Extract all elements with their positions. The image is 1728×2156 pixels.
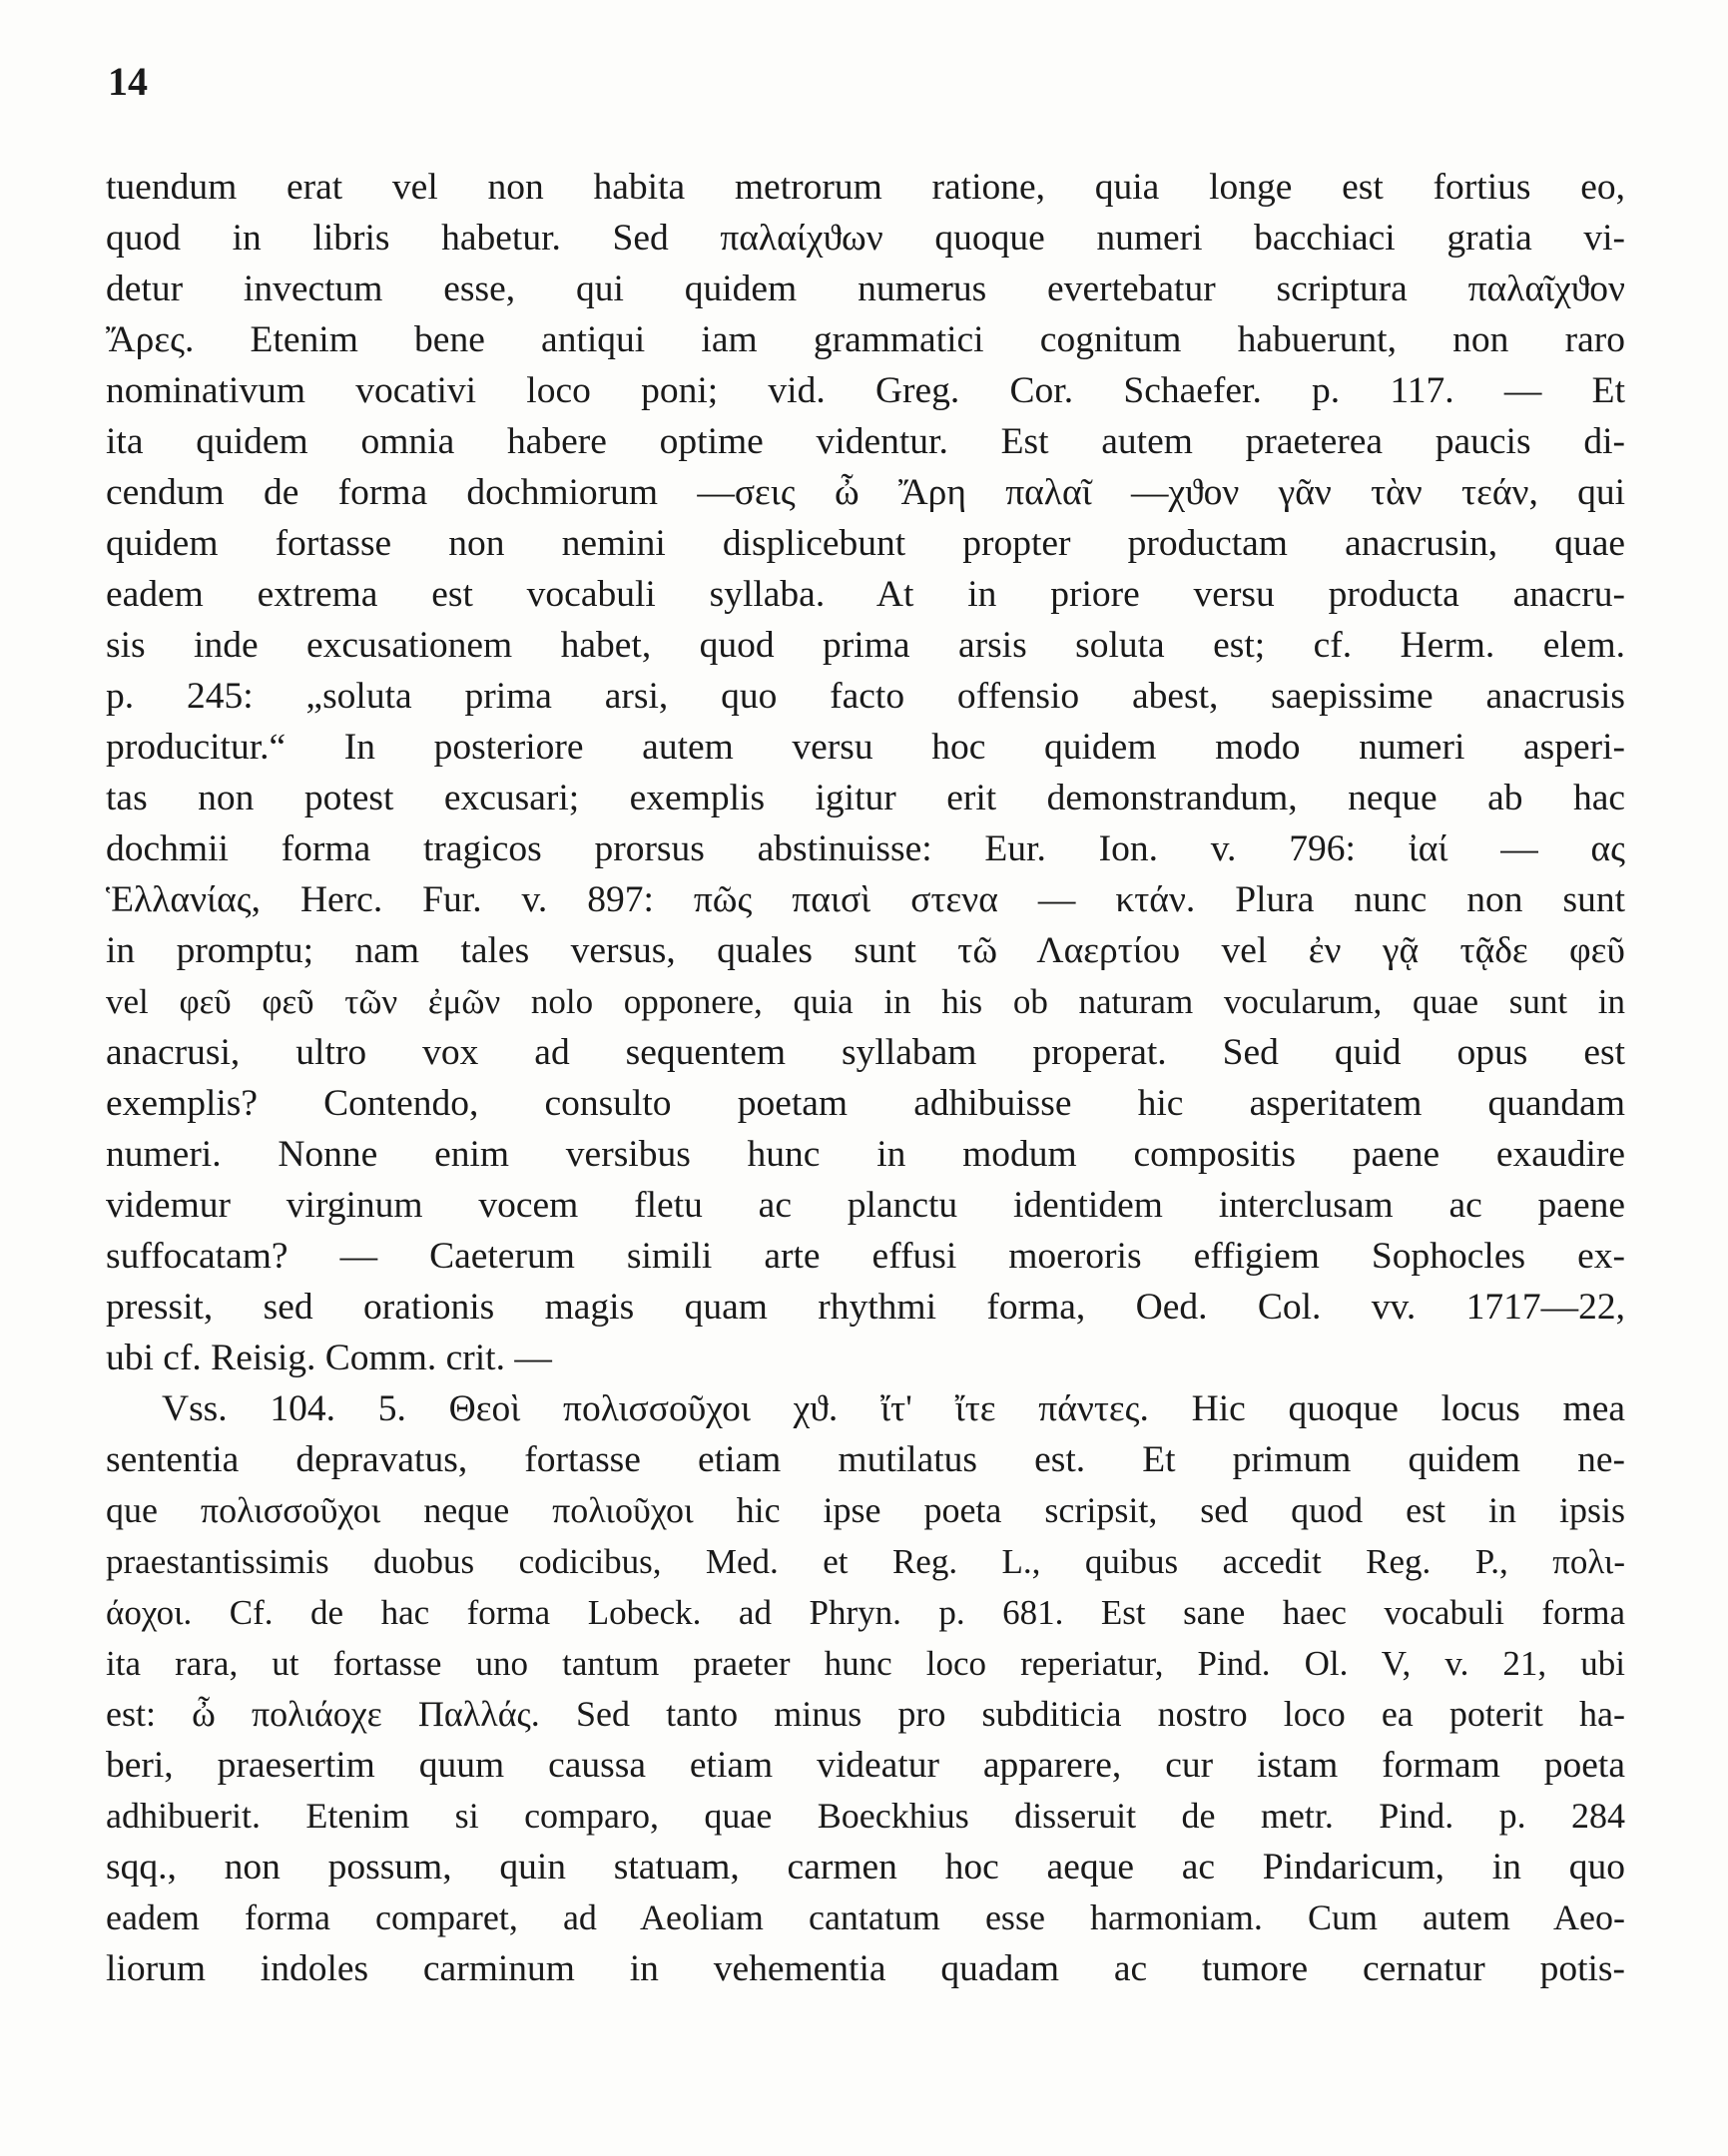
page-number: 14 — [108, 59, 148, 104]
text-line: adhibuerit. Etenim si comparo, quae Boeckhius disseruit de metr. Pind. p. 284 — [106, 1796, 1625, 1836]
text-line: ita quidem omnia habere optime videntur. Est autem praeterea paucis di- — [106, 421, 1625, 462]
text-line: est: ὦ πολιάοχε Παλλάς. Sed tanto minus pro subditicia nostro loco ea poterit ha- — [106, 1694, 1625, 1734]
text-line: in promptu; nam tales versus, quales sunt τῶ Λαερτίου vel ἐν γᾷ τᾷδε φεῦ — [106, 930, 1625, 971]
text-line: exemplis? Contendo, consulto poetam adhibuisse hic asperitatem quandam — [106, 1083, 1625, 1124]
text-line: ubi cf. Reisig. Comm. crit. — — [106, 1338, 552, 1378]
text-line: eadem forma comparet, ad Aeoliam cantatum esse harmoniam. Cum autem Aeo- — [106, 1897, 1625, 1937]
text-line: Ἑλλανίας, Herc. Fur. v. 897: πῶς παισὶ στενα — κτάν. Plura nunc non sunt — [106, 879, 1625, 920]
text-line: anacrusi, ultro vox ad sequentem syllabam properat. Sed quid opus est — [106, 1032, 1625, 1073]
text-line: pressit, sed orationis magis quam rhythmi forma, Oed. Col. vv. 1717—22, — [106, 1287, 1625, 1328]
text-line: tuendum erat vel non habita metrorum ratione, quia longe est fortius eo, — [106, 167, 1625, 208]
text-line: tas non potest excusari; exemplis igitur erit demonstrandum, neque ab hac — [106, 778, 1625, 818]
text-line: p. 245: „soluta prima arsi, quo facto offensio abest, saepissime anacrusis — [106, 676, 1625, 717]
text-line: liorum indoles carminum in vehementia quadam ac tumore cernatur potis- — [106, 1948, 1625, 1989]
text-line: sententia depravatus, fortasse etiam mutilatus est. Et primum quidem ne- — [106, 1439, 1625, 1480]
text-line: suffocatam? — Caeterum simili arte effusi moeroris effigiem Sophocles ex- — [106, 1236, 1625, 1277]
text-line: producitur.“ In posteriore autem versu hoc quidem modo numeri asperi- — [106, 727, 1625, 768]
text-line: beri, praesertim quum caussa etiam videatur apparere, cur istam formam poeta — [106, 1745, 1625, 1786]
text-line: dochmii forma tragicos prorsus abstinuisse: Eur. Ion. v. 796: ἰαί — ας — [106, 828, 1625, 869]
text-line: que πολισσοῦχοι neque πολιοῦχοι hic ipse poeta scripsit, sed quod est in ipsis — [106, 1490, 1625, 1530]
body-text — [106, 162, 1625, 1994]
text-line: quidem fortasse non nemini displicebunt propter productam anacrusin, quae — [106, 523, 1625, 564]
text-line: sis inde excusationem habet, quod prima arsis soluta est; cf. Herm. elem. — [106, 625, 1625, 666]
text-line: ita rara, ut fortasse uno tantum praeter hunc loco reperiatur, Pind. Ol. V, v. 21, ubi — [106, 1644, 1625, 1683]
text-line: vel φεῦ φεῦ τῶν ἐμῶν nolo opponere, quia in his ob naturam vocularum, quae sunt in — [106, 982, 1625, 1021]
text-line: άοχοι. Cf. de hac forma Lobeck. ad Phryn. p. 681. Est sane haec vocabuli forma — [106, 1593, 1625, 1632]
text-line: detur invectum esse, qui quidem numerus evertebatur scriptura παλαῖχϑον — [106, 269, 1625, 309]
text-line: eadem extrema est vocabuli syllaba. At in priore versu producta anacru- — [106, 574, 1625, 615]
text-line: sqq., non possum, quin statuam, carmen hoc aeque ac Pindaricum, in quo — [106, 1847, 1625, 1887]
text-line: praestantissimis duobus codicibus, Med. et Reg. L., quibus accedit Reg. P., πολι- — [106, 1542, 1625, 1581]
text-line: quod in libris habetur. Sed παλαίχϑων quoque numeri bacchiaci gratia vi- — [106, 218, 1625, 259]
text-line: numeri. Nonne enim versibus hunc in modum compositis paene exaudire — [106, 1134, 1625, 1175]
text-line: videmur virginum vocem fletu ac planctu identidem interclusam ac paene — [106, 1185, 1625, 1226]
text-line: cendum de forma dochmiorum —σεις ὦ Ἄρη παλαῖ —χϑον γᾶν τὰν τεάν, qui — [106, 472, 1625, 513]
text-line: Ἄρες. Etenim bene antiqui iam grammatici cognitum habuerunt, non raro — [106, 319, 1625, 360]
paragraph-start-line: Vss. 104. 5. Θεοὶ πολισσοῦχοι χϑ. ἴτ' ἴτε πάντες. Hic quoque locus mea — [162, 1388, 1625, 1429]
text-line: nominativum vocativi loco poni; vid. Greg. Cor. Schaefer. p. 117. — Et — [106, 370, 1625, 411]
